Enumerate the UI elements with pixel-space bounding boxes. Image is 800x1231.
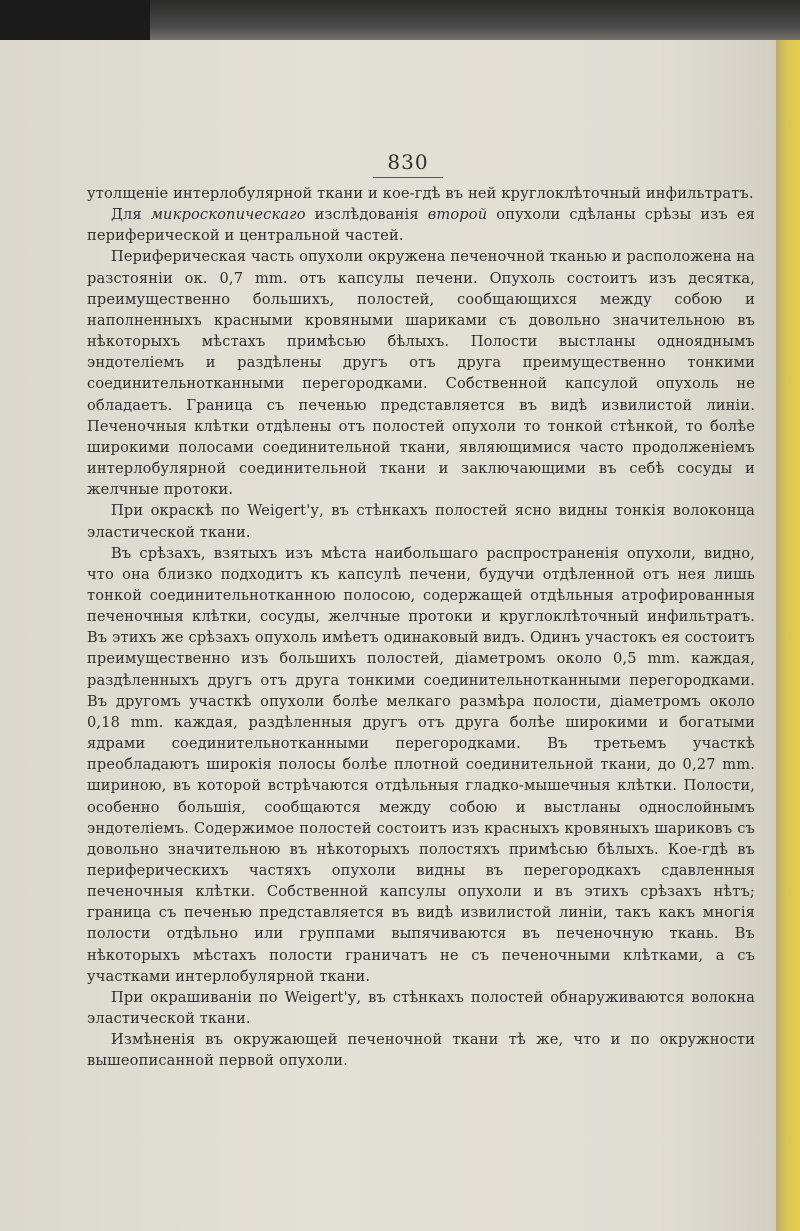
- paragraph-7: Измѣненія въ окружающей печеночной ткани тѣ же, что и по окружности вышеописанной первой опухоли.: [87, 1031, 755, 1070]
- paragraph-2-em1: микроскопическаго: [150, 206, 306, 224]
- scan-top-dark-corner: [0, 0, 150, 42]
- paragraph-2-mid: изслѣдованія: [305, 206, 428, 224]
- paragraph-4: При окраскѣ по Weigert'у, въ стѣнкахъ полостей ясно видны тонкія волоконца эластической ткани.: [87, 502, 755, 541]
- paragraph-2-em2: второй: [427, 206, 488, 224]
- page-number-text: 830: [373, 150, 442, 178]
- paragraph-2-pre: Для: [111, 206, 151, 224]
- paragraph-2: [87, 204, 755, 246]
- paragraph-5: Въ срѣзахъ, взятыхъ изъ мѣста наибольшаго распространенія опухоли, видно, что она близко подходитъ къ капсулѣ печени, будучи отдѣленной отъ нея лишь тонкой соединительнотканною полосою, содержащей отдѣльныя атрофированныя печеночныя клѣтки, сосуды, желчные протоки и круглоклѣточный инфильтратъ. Въ этихъ же срѣзахъ опухоль имѣетъ одинаковый видъ. Одинъ участокъ ея состоитъ преимущественно изъ большихъ полостей, діаметромъ около 0,5 mm. каждая, раздѣленныхъ другъ отъ друга тонкими соединительнотканными перегородками. Въ другомъ участкѣ опухоли болѣе мелкаго размѣра полости, діаметромъ около 0,18 mm. каждая, раздѣленныя другъ отъ друга болѣе широкими и богатыми ядрами соединительнотканными перегородками. Въ третьемъ участкѣ преобладаютъ широкія полосы болѣе плотной соединительной ткани, до 0,27 mm. шириною, въ которой встрѣчаются отдѣльныя гладко-мышечныя клѣтки. Полости, особенно большія, сообщаются между собою и выстланы однослойнымъ эндотеліемъ. Содержимое полостей состоитъ изъ красныхъ кровяныхъ шариковъ съ довольно значительною въ нѣкоторыхъ полостяхъ примѣсью бѣлыхъ. Кое-гдѣ въ периферическихъ частяхъ опухоли видны въ перегородкахъ сдавленныя печеночныя клѣтки. Собственной капсулы опухоли и въ этихъ срѣзахъ нѣтъ; граница съ печенью представляется въ видѣ извилистой линіи, такъ какъ многія полости отдѣльно или группами выпячиваются въ печеночную ткань. Въ нѣкоторыхъ мѣстахъ полости граничатъ не съ печеночными клѣтками, а съ участками интерлобулярной ткани.: [87, 544, 755, 985]
- paragraph-2-post: опухоли сдѣланы срѣзы изъ ея периферической и центральной частей.: [87, 206, 755, 245]
- body-text: [87, 183, 755, 1072]
- page-edge: [776, 40, 800, 1231]
- paragraph-6: При окрашиваніи по Weigert'у, въ стѣнкахъ полостей обнаруживаются волокна эластической ткани.: [87, 988, 755, 1028]
- paragraph-3: Периферическая часть опухоли окружена печеночной тканью и расположена на разстояніи ок. 0,7 mm. отъ капсулы печени. Опухоль состоитъ изъ десятка, преимущественно большихъ, полостей, сообщающихся между собою и наполненныхъ красными кровяными шариками съ довольно значительною въ нѣкоторыхъ мѣстахъ примѣсью бѣлыхъ. Полости выстланы однояднымъ эндотеліемъ и раздѣлены другъ отъ друга преимущественно тонкими соединительнотканными перегородками. Собственной капсулой опухоль не обладаетъ. Граница съ печенью представляется въ видѣ извилистой линіи. Печеночныя клѣтки отдѣлены отъ полостей опухоли то тонкой стѣнкой, то болѣе широкими полосами соединительной ткани, являющимися часто продолженіемъ интерлобулярной соединительной ткани и заключающими въ себѣ сосуды и желчные протоки.: [87, 248, 755, 499]
- page-number: [0, 150, 776, 178]
- paragraph-1: утолщеніе интерлобулярной ткани и кое-гдѣ въ ней круглоклѣточный инфильтратъ.: [87, 185, 754, 202]
